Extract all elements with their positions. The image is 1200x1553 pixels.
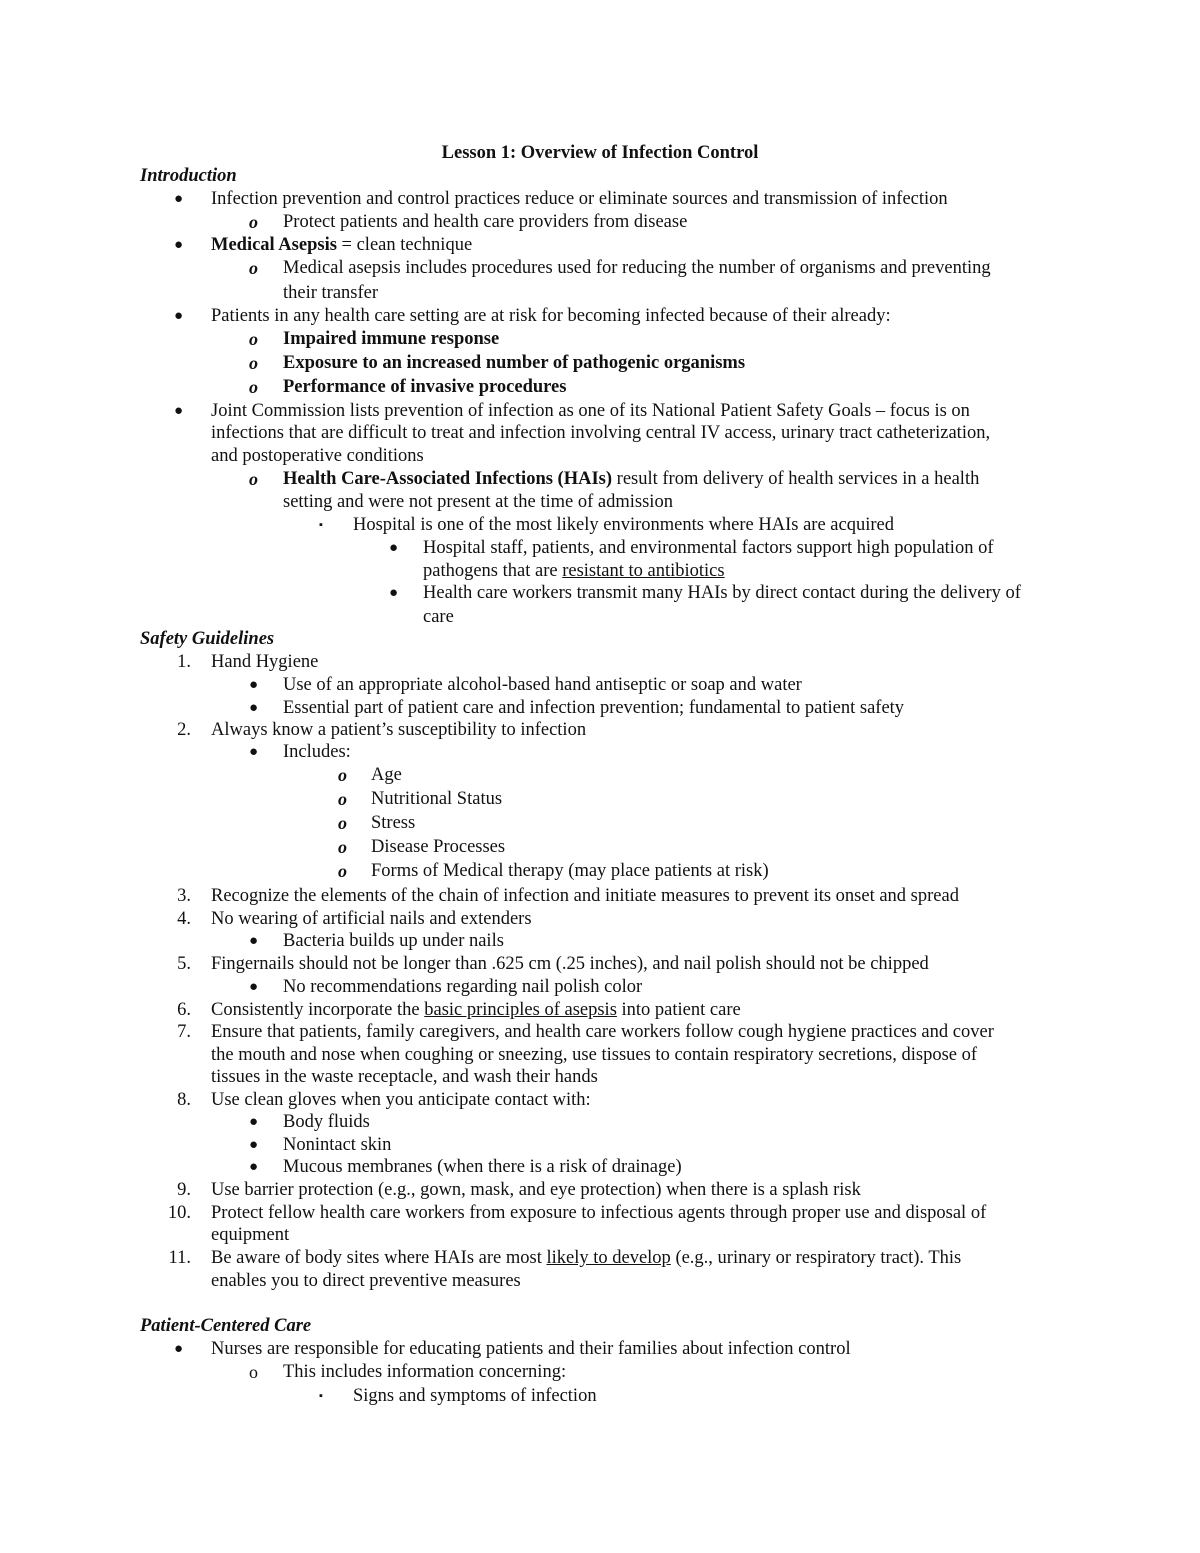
list-item: Stress [371,813,416,833]
bullet-circle: o [249,258,258,278]
list-number: 7. [177,1022,191,1042]
list-item-continuation: tissues in the waste receptacle, and wash their hands [211,1067,598,1087]
underlined-phrase: resistant to antibiotics [562,561,725,581]
bullet-circle: o [249,329,258,349]
term-hais: Health Care-Associated Infections (HAIs) [283,469,613,489]
list-item: Joint Commission lists prevention of infection as one of its National Patient Safety Goals – focus is on [211,401,970,421]
bullet-circle: o [249,469,258,489]
list-item: This includes information concerning: [283,1362,567,1382]
bullet-disc: ● [174,191,184,207]
list-item-continuation: their transfer [283,283,379,303]
section-heading-patient-centered-care: Patient-Centered Care [140,1316,312,1336]
bullet-disc: ● [249,744,259,760]
section-heading-introduction: Introduction [140,166,237,186]
bullet-disc: ● [389,585,399,601]
list-item: Patients in any health care setting are at risk for becoming infected because of their already: [211,306,891,326]
page-title: Lesson 1: Overview of Infection Control [441,143,759,163]
list-number: 10. [167,1203,191,1223]
bullet-disc: ● [174,237,184,253]
list-item: Hospital is one of the most likely environments where HAIs are acquired [353,515,894,535]
bullet-circle: o [249,353,258,373]
bullet-circle: o [249,1362,258,1382]
bullet-disc: ● [174,403,184,419]
list-item [283,468,979,490]
text-span: into patient care [616,1000,741,1020]
bullet-disc: ● [174,308,184,324]
list-item: Signs and symptoms of infection [353,1386,597,1406]
bullet-circle: o [338,861,347,881]
bullet-square: ▪ [319,1390,323,1402]
list-item: Mucous membranes (when there is a risk of drainage) [283,1157,682,1177]
list-number: 11. [168,1248,191,1268]
bullet-circle: o [338,789,347,809]
text-span: (e.g., urinary or respiratory tract). This [670,1248,962,1268]
list-item: Health care workers transmit many HAIs by direct contact during the delivery of [423,583,1021,603]
bullet-disc: ● [249,1114,259,1130]
list-item: Always know a patient’s susceptibility to infection [211,720,587,740]
bullet-disc: ● [249,979,259,995]
text-span: Be aware of body sites where HAIs are most [211,1248,547,1268]
list-item: Hand Hygiene [211,652,319,672]
underlined-phrase: basic principles of asepsis [424,1000,617,1020]
list-item [211,999,741,1021]
bullet-circle: o [338,765,347,785]
list-item-continuation: care [423,607,454,627]
list-item: Use barrier protection (e.g., gown, mask, and eye protection) when there is a splash risk [211,1180,861,1200]
list-item-continuation [423,560,725,582]
list-item: No recommendations regarding nail polish color [283,977,643,997]
bullet-disc: ● [249,1137,259,1153]
bullet-disc: ● [249,677,259,693]
list-item: Use of an appropriate alcohol-based hand antiseptic or soap and water [283,675,802,695]
bullet-disc: ● [249,933,259,949]
text-span: pathogens that are [423,561,563,581]
list-item: Nutritional Status [371,789,503,809]
list-item-continuation: enables you to direct preventive measures [211,1271,521,1291]
text-span: Consistently incorporate the [211,1000,425,1020]
list-item: Disease Processes [371,837,506,857]
list-number: 5. [177,954,191,974]
bullet-square: ▪ [319,519,323,531]
list-item [211,1247,961,1269]
list-item-continuation: and postoperative conditions [211,446,424,466]
list-item: Essential part of patient care and infection prevention; fundamental to patient safety [283,698,905,718]
list-item: Recognize the elements of the chain of infection and initiate measures to prevent its onset and spread [211,886,959,906]
list-item: No wearing of artificial nails and extenders [211,909,532,929]
list-item [211,234,472,256]
list-item: Performance of invasive procedures [283,377,567,397]
list-item: Fingernails should not be longer than .625 cm (.25 inches), and nail polish should not be chipped [211,954,929,974]
underlined-phrase: likely to develop [546,1248,671,1268]
bullet-circle: o [249,212,258,232]
list-item: Bacteria builds up under nails [283,931,504,951]
list-number: 1. [177,652,191,672]
list-number: 6. [177,1000,191,1020]
list-item: Includes: [283,742,351,762]
list-item: Age [371,765,402,785]
list-item-continuation: infections that are difficult to treat and infection involving central IV access, urinary tract catheterization, [211,423,991,443]
list-number: 9. [177,1180,191,1200]
bullet-disc: ● [249,700,259,716]
bullet-disc: ● [174,1341,184,1357]
list-item-continuation: equipment [211,1225,290,1245]
section-heading-safety: Safety Guidelines [140,629,275,649]
bullet-circle: o [338,837,347,857]
list-item: Forms of Medical therapy (may place patients at risk) [371,861,769,881]
text-span: = clean technique [336,235,473,255]
list-item: Ensure that patients, family caregivers, and health care workers follow cough hygiene practices and cover [211,1022,994,1042]
list-item: Nurses are responsible for educating patients and their families about infection control [211,1339,851,1359]
list-item-continuation: setting and were not present at the time of admission [283,492,673,512]
list-item: Protect fellow health care workers from exposure to infectious agents through proper use and disposal of [211,1203,987,1223]
list-number: 2. [177,720,191,740]
list-item: Infection prevention and control practices reduce or eliminate sources and transmission of infection [211,189,948,209]
list-item: Protect patients and health care providers from disease [283,212,688,232]
term-medical-asepsis: Medical Asepsis [211,235,337,255]
list-item: Impaired immune response [283,329,500,349]
list-item: Nonintact skin [283,1135,392,1155]
text-span: result from delivery of health services in a health [612,469,980,489]
list-item: Medical asepsis includes procedures used for reducing the number of organisms and preventing [283,258,991,278]
bullet-circle: o [249,377,258,397]
list-item-continuation: the mouth and nose when coughing or sneezing, use tissues to contain respiratory secretions, dispose of [211,1045,978,1065]
list-item: Use clean gloves when you anticipate contact with: [211,1090,591,1110]
list-number: 8. [177,1090,191,1110]
bullet-disc: ● [389,540,399,556]
list-item: Hospital staff, patients, and environmental factors support high population of [423,538,994,558]
list-number: 4. [177,909,191,929]
list-number: 3. [177,886,191,906]
list-item: Body fluids [283,1112,370,1132]
bullet-circle: o [338,813,347,833]
bullet-disc: ● [249,1159,259,1175]
list-item: Exposure to an increased number of pathogenic organisms [283,353,746,373]
